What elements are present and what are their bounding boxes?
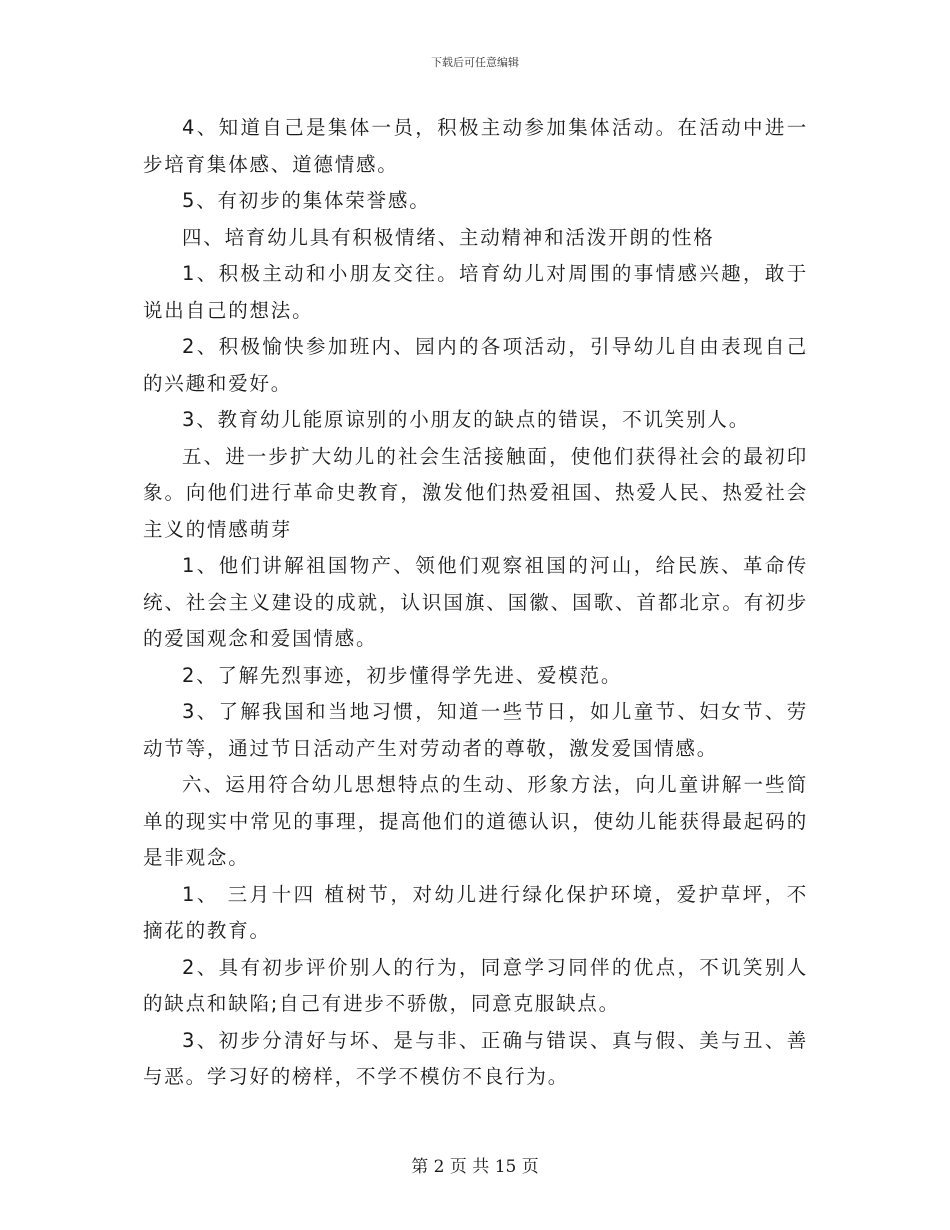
paragraph: 3、初步分清好与坏、是与非、正确与错误、真与假、美与丑、善与恶。学习好的榜样，不学不模仿不良行为。 [143, 1028, 808, 1088]
paragraph: 1、他们讲解祖国物产、领他们观察祖国的河山，给民族、革命传统、社会主义建设的成就，认识国旗、国徽、国歌、首都北京。有初步的爱国观念和爱国情感。 [143, 554, 808, 650]
document-body [143, 110, 808, 1096]
paragraph: 2、具有初步评价别人的行为，同意学习同伴的优点，不讥笑别人的缺点和缺陷;自己有进步不骄傲，同意克服缺点。 [143, 955, 808, 1015]
paragraph: 1、 三月十四 植树节，对幼儿进行绿化保护环境，爱护草坪，不摘花的教育。 [143, 882, 808, 942]
paragraph: 4、知道自己是集体一员，积极主动参加集体活动。在活动中进一步培育集体感、道德情感。 [143, 116, 808, 176]
page-number: 第 2 页 共 15 页 [411, 1157, 539, 1177]
paragraph: 5、有初步的集体荣誉感。 [182, 189, 431, 212]
section-heading: 五、进一步扩大幼儿的社会生活接触面，使他们获得社会的最初印象。向他们进行革命史教育，激发他们热爱祖国、热爱人民、热爱社会主义的情感萌芽 [143, 444, 808, 541]
header-note: 下载后可任意编辑 [431, 56, 519, 69]
paragraph: 3、了解我国和当地习惯，知道一些节日，如儿童节、妇女节、劳动节等，通过节日活动产生对劳动者的尊敬，激发爱国情感。 [143, 700, 808, 760]
paragraph: 3、教育幼儿能原谅别的小朋友的缺点的错误，不讥笑别人。 [182, 408, 751, 431]
paragraph: 1、积极主动和小朋友交往。培育幼儿对周围的事情感兴趣，敢于说出自己的想法。 [143, 262, 808, 322]
section-heading: 四、培育幼儿具有积极情绪、主动精神和活泼开朗的性格 [182, 225, 715, 249]
paragraph: 2、积极愉快参加班内、园内的各项活动，引导幼儿自由表现自己的兴趣和爱好。 [143, 335, 808, 395]
section-heading: 六、运用符合幼儿思想特点的生动、形象方法，向儿童讲解一些简单的现实中常见的事理，提高他们的道德认识，使幼儿能获得最起码的是非观念。 [143, 773, 808, 869]
paragraph: 2、了解先烈事迹，初步懂得学先进、爱模范。 [182, 663, 623, 687]
